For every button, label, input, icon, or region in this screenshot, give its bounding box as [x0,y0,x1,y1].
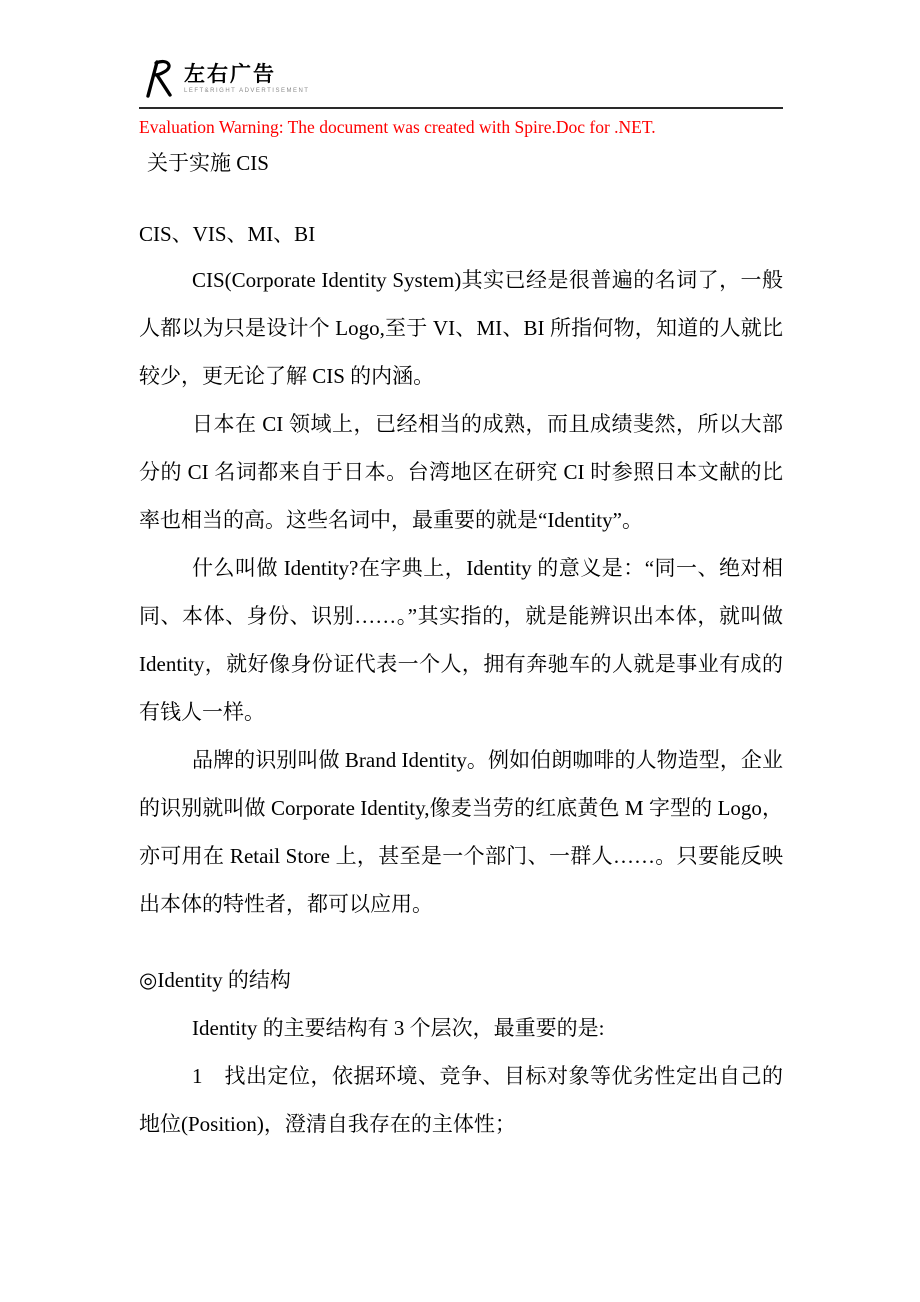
evaluation-warning: Evaluation Warning: The document was created with Spire.Doc for .NET. [139,117,656,137]
section-subheading: ◎Identity 的结构 [139,968,291,992]
leftright-logo-mark-icon [143,59,177,99]
paragraph: 什么叫做 Identity?在字典上，Identity 的意义是：“同一、绝对相同、本体、身份、识别……。”其实指的，就是能辨识出本体，就叫做 Identity，就好像身份证代表一个人，拥有奔驰车的人就是事业有成的有钱人一样。 [139,556,783,724]
header-divider [139,107,783,109]
logo-subtitle: LEFT&RIGHT ADVERTISEMENT [184,88,310,94]
paragraph: Identity 的主要结构有 3 个层次，最重要的是: [192,1016,605,1040]
company-logo [139,56,783,102]
logo-company-name: 左右广告 [184,63,276,86]
paragraph: 日本在 CI 领域上，已经相当的成熟，而且成绩斐然，所以大部分的 CI 名词都来自于日本。台湾地区在研究 CI 时参照日本文献的比率也相当的高。这些名词中，最重要的就是“Identity”。 [139,412,783,532]
paragraph: 1 找出定位，依据环境、竞争、目标对象等优劣性定出自己的地位(Position)，澄清自我存在的主体性； [139,1064,783,1136]
paragraph: 品牌的识别叫做 Brand Identity。例如伯朗咖啡的人物造型，企业的识别就叫做 Corporate Identity,像麦当劳的红底黄色 M 字型的 Logo，亦可用在 Retail Store 上，甚至是一个部门、一群人……。只要能反映出本体的特性者，都可以应用。 [139,748,783,916]
doc-title: 关于实施 CIS [147,151,269,175]
logo-text-block [184,63,309,95]
paragraph: CIS(Corporate Identity System)其实已经是很普遍的名词了，一般人都以为只是设计个 Logo,至于 VI、MI、BI 所指何物，知道的人就比较少，更无论了解 CIS 的内涵。 [139,268,783,388]
doc-body [139,222,783,1148]
section-heading: CIS、VIS、MI、BI [139,222,316,246]
